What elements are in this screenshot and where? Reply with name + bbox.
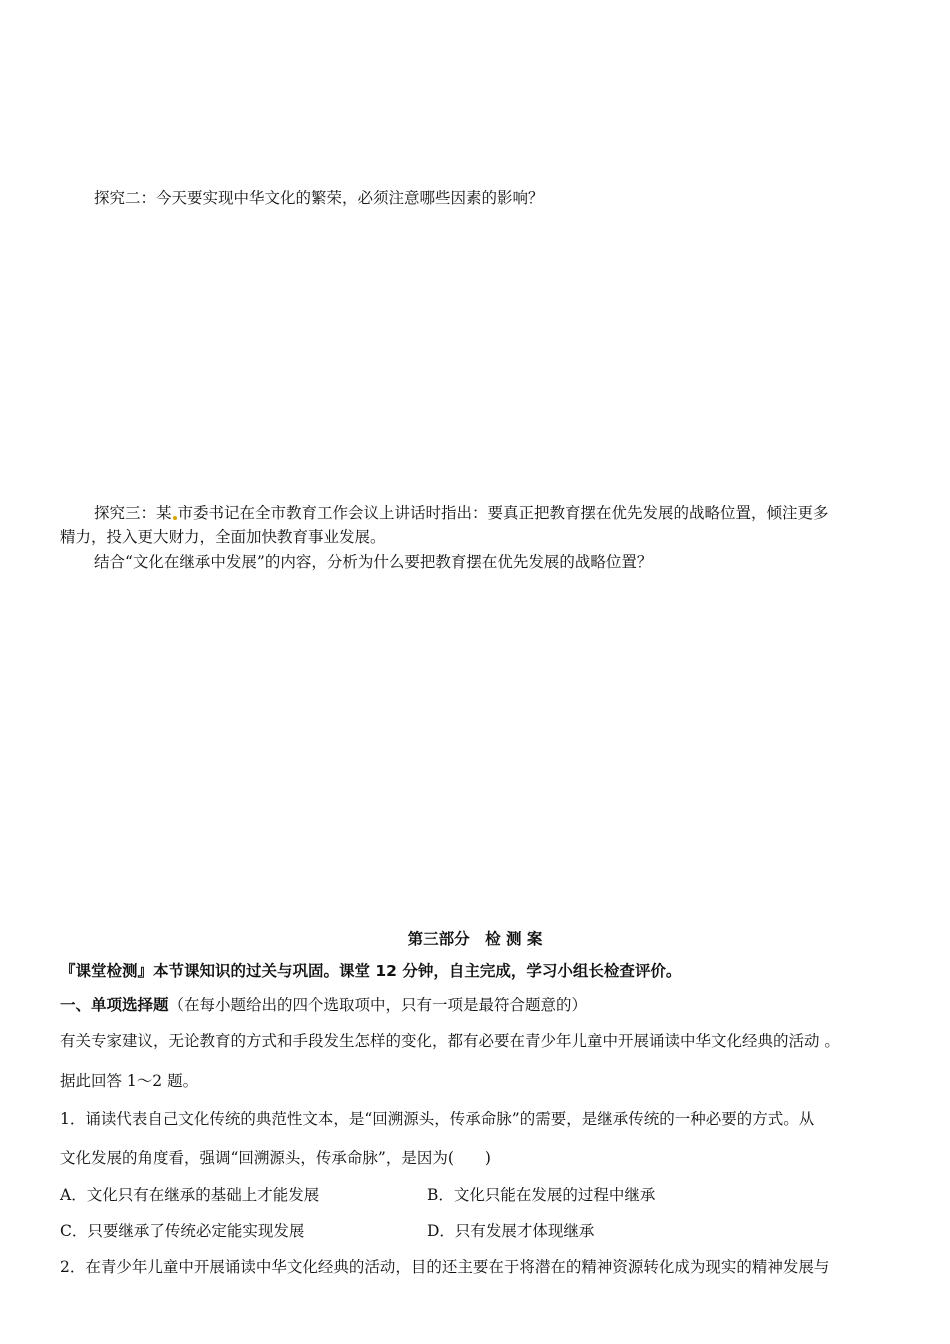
inquiry-2-question: 探究二：今天要实现中华文化的繁荣，必须注意哪些因素的影响？: [94, 189, 544, 207]
stem-line-2: 据此回答 1～2 题。: [60, 1072, 199, 1090]
class-test-heading: 『课堂检测』本节课知识的过关与巩固。课堂 12 分钟，自主完成，学习小组长检查评价。: [60, 962, 682, 980]
inquiry-3-line-2: 精力，投入更大财力，全面加快教育事业发展。: [60, 528, 386, 546]
section-title: 一、单项选择题: [60, 996, 169, 1014]
highlight-dot: [173, 516, 177, 520]
option-b: B．文化只能在发展的过程中继承: [427, 1186, 656, 1204]
section-note: （在每小题给出的四个选取项中，只有一项是最符合题意的）: [168, 996, 588, 1014]
inquiry-3-text: 市委书记在全市教育工作会议上讲话时指出：要真正把教育摆在优先发展的战略位置，倾注更多: [177, 504, 829, 522]
stem-line-1: 有关专家建议，无论教育的方式和手段发生怎样的变化，都有必要在青少年儿童中开展诵读中华文化经典的活动 。: [60, 1032, 840, 1050]
option-a: A．文化只有在继承的基础上才能发展: [60, 1186, 320, 1204]
inquiry-3-line-1: [94, 503, 829, 523]
question-2-line-1: 2．在青少年儿童中开展诵读中华文化经典的活动，目的还主要在于将潜在的精神资源转化成为现实的精神发展与: [60, 1258, 830, 1276]
section-heading: [60, 995, 587, 1015]
question-1-line-2: 文化发展的角度看，强调“回溯源头，传承命脉”，是因为( ): [60, 1149, 491, 1167]
option-d: D．只有发展才体现继承: [427, 1222, 595, 1240]
inquiry-3-label: 探究三：某: [94, 504, 172, 522]
question-1-line-1: 1．诵读代表自己文化传统的典范性文本，是“回溯源头，传承命脉”的需要，是继承传统的一种必要的方式。从: [60, 1110, 815, 1128]
part-3-title: 第三部分 检 测 案: [407, 930, 543, 948]
option-c: C．只要继承了传统必定能实现发展: [60, 1222, 305, 1240]
inquiry-3-question: 结合“文化在继承中发展”的内容，分析为什么要把教育摆在优先发展的战略位置？: [94, 553, 653, 571]
